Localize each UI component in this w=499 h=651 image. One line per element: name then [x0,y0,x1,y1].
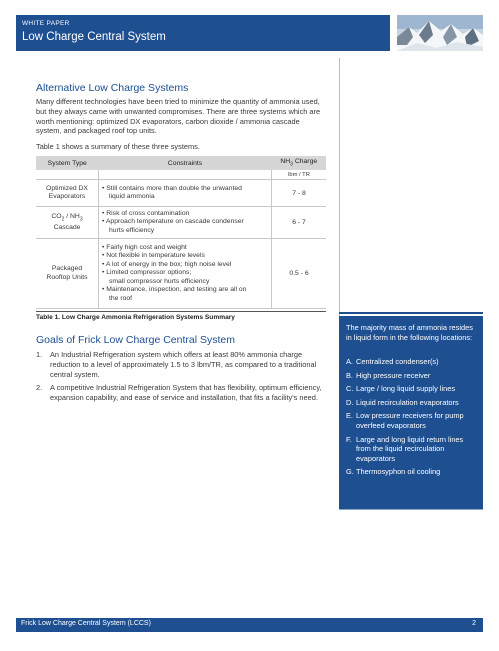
item-letter: D. [346,397,354,407]
subscript-3: 3 [290,161,293,168]
sidebar-top-rule [339,312,483,314]
constraint-item: • Approach temperature on cascade condenser [102,218,244,226]
goal-text: A competitive Industrial Refrigeration System that has flexibility, optimum efficiency, expansion capability, and ease of service and installation, that fits a facility's need. [50,383,322,403]
list-item [346,357,478,367]
list-item [346,371,478,381]
list-item [36,350,326,379]
constraints-cell [99,180,272,207]
nh-text: / NH [64,212,80,220]
goals-list [36,350,326,407]
list-item [346,467,478,477]
table-header-row [36,156,326,170]
constraint-continuation: small compressor hurts efficiency [109,277,210,285]
item-text: Low pressure receivers for pump overfeed evaporators [356,411,464,430]
constraints-cell [99,239,272,309]
co-text: CO [51,212,62,220]
caption-divider [36,311,326,312]
constraint-item: • Still contains more than double the unwanted [102,184,242,192]
charge-text: Charge [292,158,318,166]
column-divider [339,58,340,321]
sidebar-callout [339,316,483,509]
intro-paragraph: Many different technologies have been tried to minimize the quantity of ammonia used, but they always came with unwanted compromises. There are three systems which are worth mentioning: optimized DX evaporators, carbon dioxide / ammonia cascade system, and packaged roof top units. [36,97,321,136]
list-item [346,435,478,464]
subscript-2: 2 [61,216,65,223]
list-item [36,383,326,403]
system-type-line: Optimized DX [46,184,88,192]
charge-cell: 0.5 - 6 [272,239,327,309]
list-item [346,411,478,430]
item-letter: C. [346,384,354,394]
mountain-image [397,15,483,51]
charge-cell: 6 - 7 [272,207,327,239]
constraints-cell [99,207,272,239]
document-title: Low Charge Central System [22,31,166,43]
constraint-item: • Maintenance, inspection, and testing are all on [102,286,247,294]
header-constraints: Constraints [99,156,272,170]
charge-cell: 7 - 8 [272,180,327,207]
goal-text: An Industrial Refrigeration system which offers at least 80% ammonia charge reduction to a level of approximately 1.5 to 3 lbm/TR, as compared to a traditional central system. [50,350,317,379]
system-type-line: Evaporators [48,193,86,200]
system-type-cell [36,239,99,309]
document-kicker: WHITE PAPER [22,20,70,27]
constraint-continuation: the roof [109,294,133,302]
item-text: Liquid recirculation evaporators [356,397,459,407]
goal-number: 2. [36,383,43,393]
nh-text: NH [280,158,291,166]
constraint-item: • Risk of cross contamination [102,209,190,217]
constraint-continuation: hurts efficiency [109,226,155,234]
sidebar-bottom-rule [339,509,483,510]
constraint-continuation: liquid ammonia [109,193,155,200]
unit-row [36,170,326,180]
table-row [36,180,326,207]
constraint-item: • Limited compressor options; [102,269,192,277]
page-number: 2 [472,620,476,627]
header-nh3-charge [272,156,327,170]
item-text: High pressure receiver [356,370,431,380]
table-row [36,207,326,239]
item-text: Centralized condenser(s) [356,357,439,366]
item-text: Large / long liquid supply lines [356,384,456,394]
system-type-cell [36,207,99,239]
system-type-line: Cascade [53,223,81,231]
table-intro-text: Table 1 shows a summary of these three systems. [36,142,200,151]
system-type-line: Packaged [51,265,83,273]
footer-band [16,618,483,632]
list-item [346,384,478,394]
item-letter: E. [346,411,353,421]
constraint-item: • A lot of energy in the box; high noise level [102,260,232,268]
subscript-3: 3 [79,216,83,223]
constraint-item: • Fairly high cost and weight [102,244,187,252]
header-band [16,15,390,51]
section-heading-goals: Goals of Frick Low Charge Central System [36,334,235,346]
item-letter: B. [346,370,353,380]
footer-text: Frick Low Charge Central System (LCCS) [21,620,151,627]
system-type-line: Rooftop Units [46,273,88,281]
item-letter: A. [346,357,353,366]
system-type-cell [36,180,99,207]
locations-list [346,357,478,481]
sidebar-intro: The majority mass of ammonia resides in liquid form in the following locations: [346,323,473,342]
section-heading-alternative: Alternative Low Charge Systems [36,82,189,94]
system-type-line [39,213,95,224]
unit-label: lbm / TR [272,170,327,180]
table-row [36,239,326,309]
constraint-item: • Not flexible in temperature levels [102,252,205,260]
table-caption: Table 1. Low Charge Ammonia Refrigeration Systems Summary [36,314,235,321]
goal-number: 1. [36,350,43,359]
list-item [346,398,478,408]
item-text: Thermosyphon oil cooling [356,467,441,477]
item-letter: G. [346,467,354,477]
header-system-type: System Type [36,156,99,170]
item-text: Large and long liquid return lines from the liquid recirculation evaporators [356,434,464,463]
systems-summary-table [36,156,326,309]
item-letter: F. [346,434,352,444]
